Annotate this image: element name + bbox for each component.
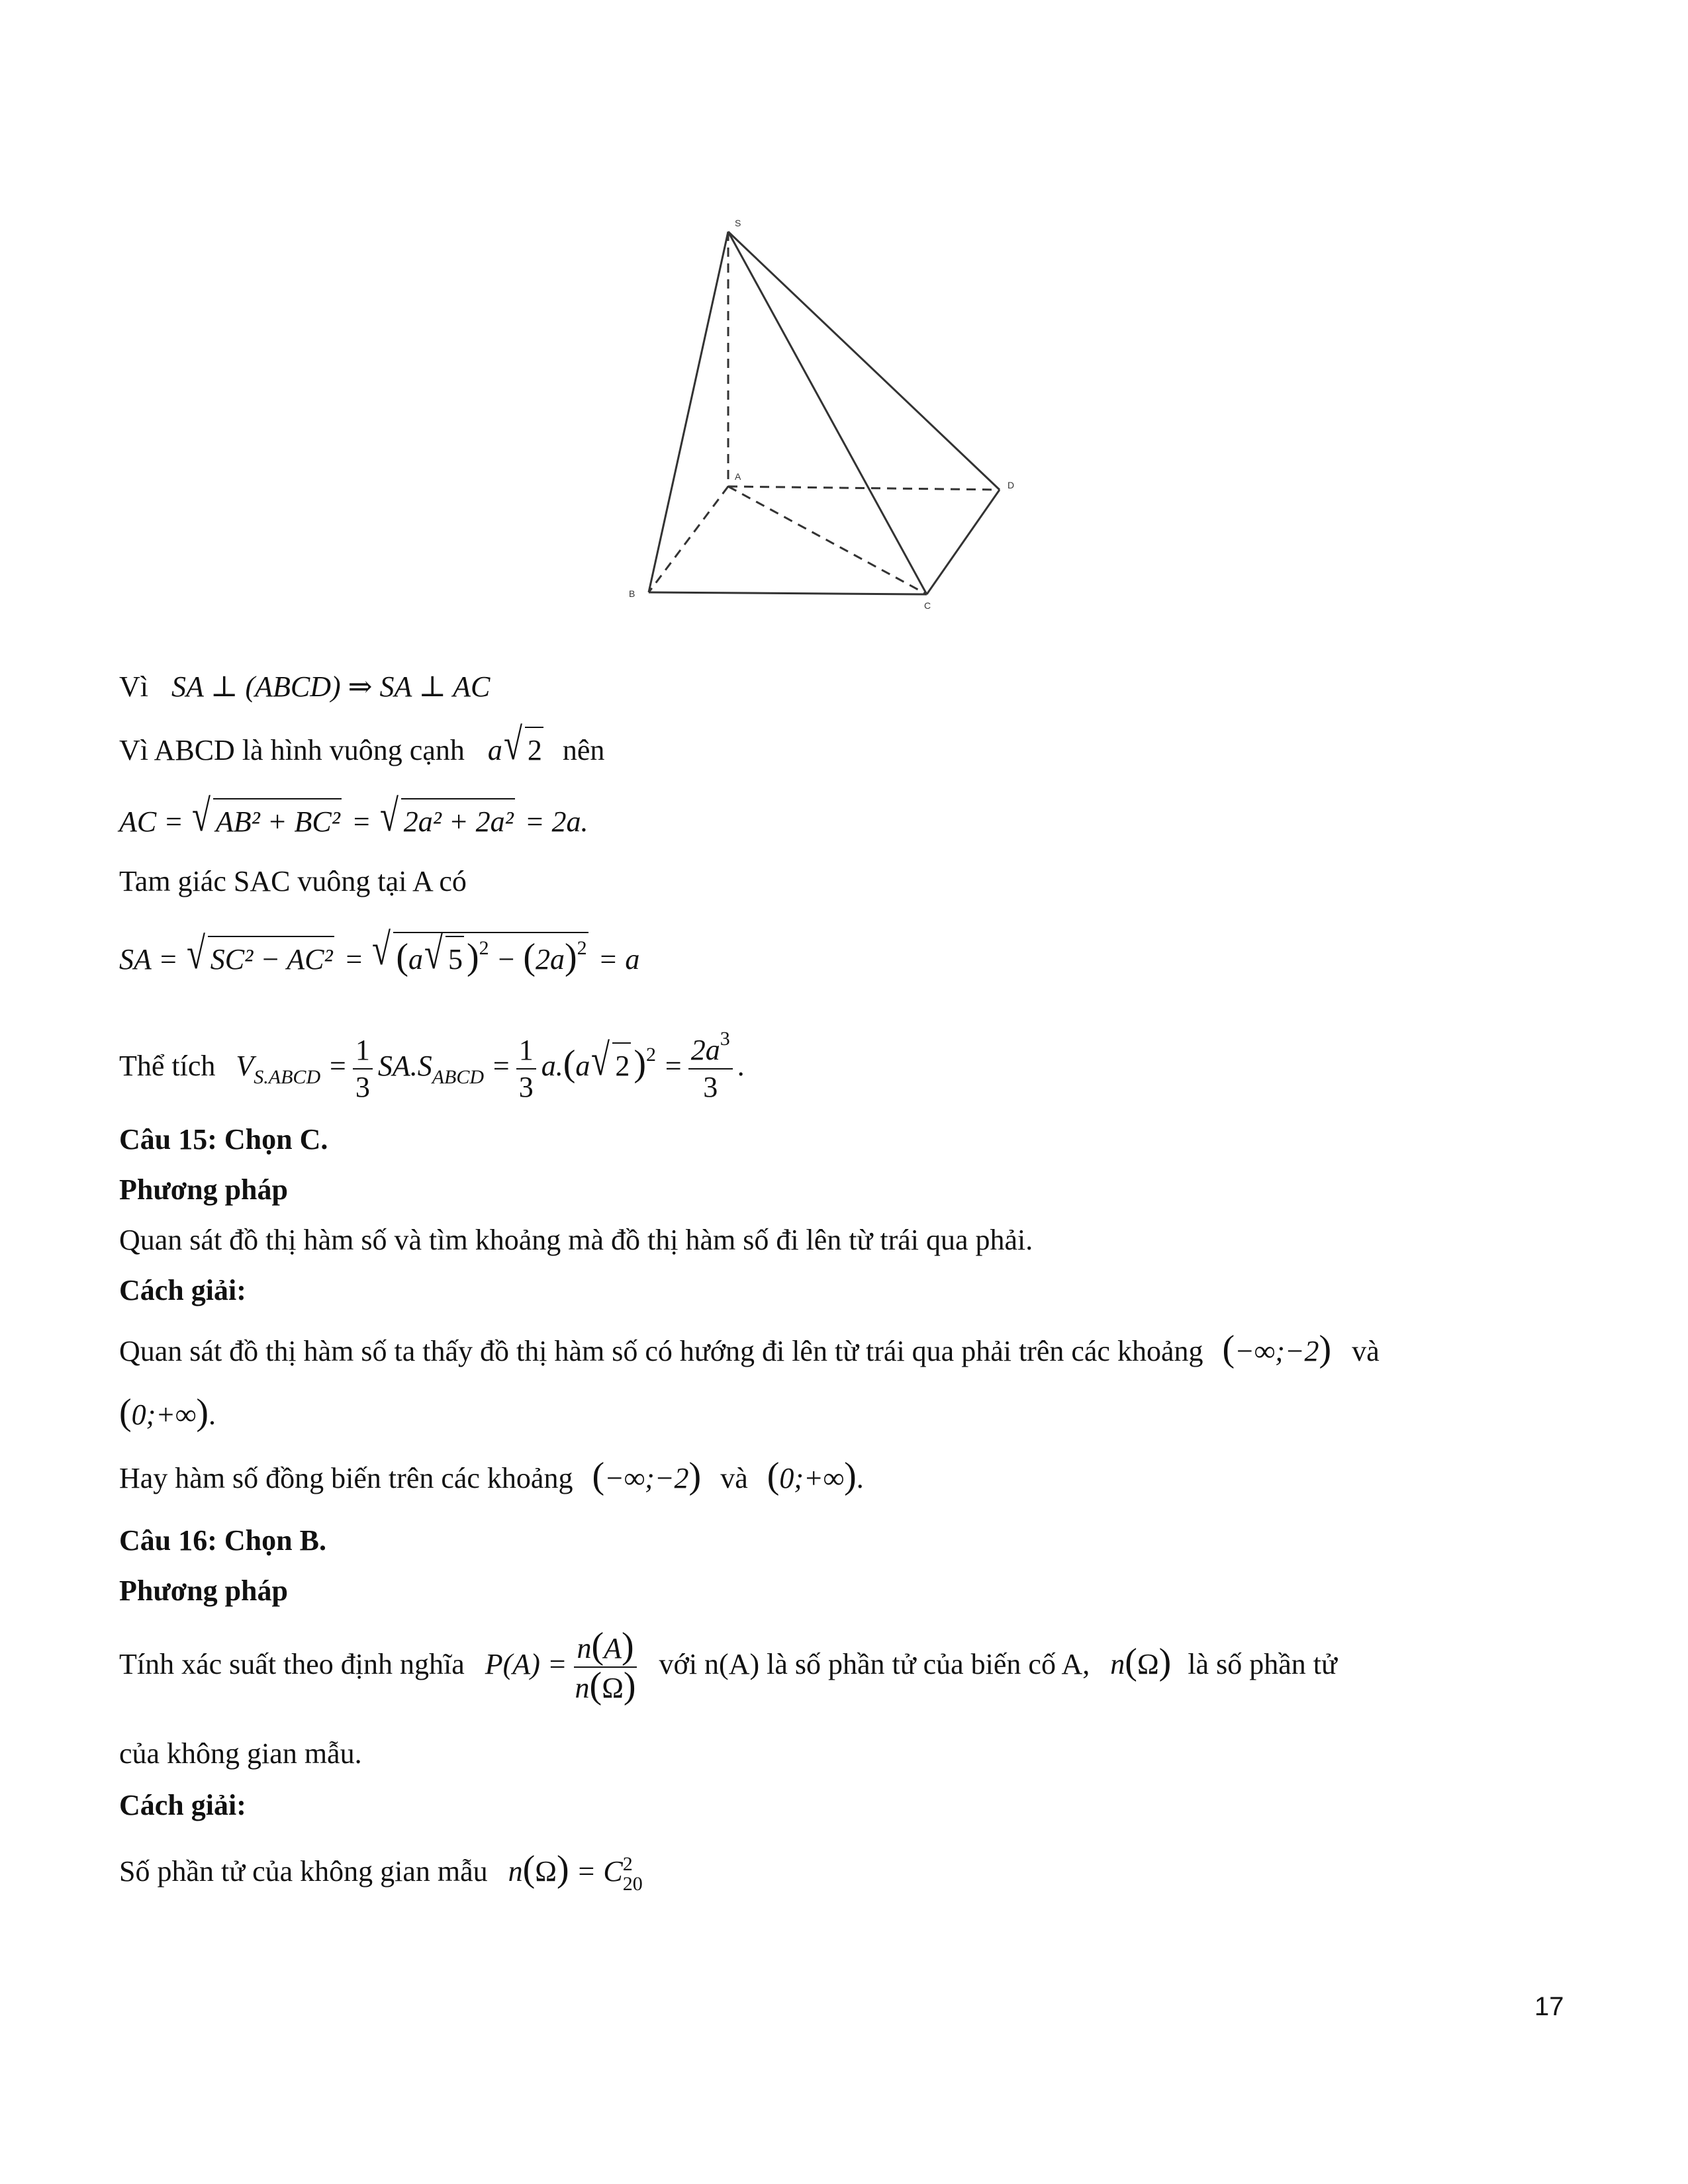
sqrt: √ 2a² + 2a² bbox=[379, 790, 514, 841]
edge-AD bbox=[728, 486, 1000, 490]
vertex-label-B: B bbox=[629, 588, 635, 599]
interval-value: −∞;−2 bbox=[604, 1462, 689, 1494]
heading-q15-method: Phương pháp bbox=[119, 1173, 288, 1206]
page-number: 17 bbox=[1534, 1992, 1564, 2021]
vertex-label-D: D bbox=[1008, 480, 1015, 490]
line-sa-perp bbox=[119, 667, 490, 707]
math-sample-space: n(Ω) = C 2 20 bbox=[508, 1848, 643, 1895]
math-n-omega: n(Ω) bbox=[1110, 1641, 1172, 1683]
interval: (0;+∞) bbox=[767, 1455, 857, 1496]
text: . bbox=[856, 1462, 864, 1494]
q15-method-text: Quan sát đồ thị hàm số và tìm khoảng mà đồ thị hàm số đi lên từ trái qua phải. bbox=[119, 1224, 1033, 1256]
heading-q16: Câu 16: Chọn B. bbox=[119, 1524, 326, 1557]
math-eq: = bbox=[351, 805, 371, 838]
heading-q15-solution: Cách giải: bbox=[119, 1274, 246, 1306]
text: với n(A) là số phần tử của biến cố A, bbox=[659, 1648, 1090, 1681]
math-rhs: = 2a. bbox=[524, 805, 588, 838]
text: Tính xác suất theo định nghĩa bbox=[119, 1648, 465, 1681]
text: Hay hàm số đồng biến trên các khoảng bbox=[119, 1462, 573, 1494]
line-ac-formula bbox=[119, 790, 588, 842]
sqrt: √ SC² − AC² bbox=[186, 928, 333, 978]
text: Vì ABCD là hình vuông cạnh bbox=[119, 734, 465, 766]
heading-q16-method: Phương pháp bbox=[119, 1574, 288, 1607]
pyramid-figure bbox=[616, 212, 1039, 622]
math-rhs: = a bbox=[598, 943, 640, 976]
text: Thể tích bbox=[119, 1050, 216, 1083]
q15-solution-text3 bbox=[119, 1456, 864, 1498]
q15-solution-text2 bbox=[119, 1392, 216, 1435]
interval-value: 0;+∞ bbox=[131, 1398, 197, 1431]
heading-q15: Câu 15: Chọn C. bbox=[119, 1123, 328, 1156]
q15-solution-text1 bbox=[119, 1329, 1380, 1371]
sqrt: √ 2 bbox=[503, 719, 542, 769]
q16-solution-text1 bbox=[119, 1849, 643, 1894]
math-lhs: AC = bbox=[119, 805, 183, 838]
interval: (−∞;−2) bbox=[1222, 1328, 1332, 1369]
sqrt: √ AB² + BC² bbox=[191, 790, 340, 841]
math-volume: $V_{S.ABCD}$ = $\frac{1}{3}$ $SA.S_{ABCD}$ = $\frac{1}{3}$ a.(a √ 2 )$^2$ = $\frac{2a^3}{3}$ . bbox=[236, 1028, 745, 1103]
interval: (0;+∞) bbox=[119, 1392, 209, 1433]
interval: (−∞;−2) bbox=[592, 1455, 702, 1496]
sqrt: √ (a √ 5 )$^2 - (2a)^2$ bbox=[372, 924, 587, 978]
heading-q16-solution: Cách giải: bbox=[119, 1789, 246, 1821]
edge-SD bbox=[728, 232, 1000, 490]
math-lhs: SA = bbox=[119, 943, 178, 976]
text: . bbox=[209, 1398, 216, 1431]
line-abcd-square bbox=[119, 719, 605, 770]
vertex-label-C: C bbox=[924, 600, 931, 611]
probability-formula: P(A) = $\frac{n(A)}{n(\Omega)}$ bbox=[485, 1625, 636, 1706]
edge-BC bbox=[649, 592, 927, 594]
vertex-label-A: A bbox=[735, 471, 741, 482]
interval-value: −∞;−2 bbox=[1235, 1335, 1319, 1367]
line-sa-formula bbox=[119, 924, 640, 979]
text: Quan sát đồ thị hàm số ta thấy đồ thị hàm số có hướng đi lên từ trái qua phải trên các khoảng bbox=[119, 1335, 1203, 1367]
text: là số phần tử bbox=[1188, 1648, 1337, 1681]
interval-value: 0;+∞ bbox=[779, 1462, 845, 1494]
vertex-label-S: S bbox=[735, 218, 741, 228]
math-a: a bbox=[487, 734, 502, 766]
q16-method-text2: của không gian mẫu. bbox=[119, 1737, 362, 1770]
line-volume bbox=[119, 1028, 745, 1105]
text: và bbox=[720, 1462, 748, 1494]
text: Vì bbox=[119, 670, 148, 703]
text: và bbox=[1352, 1335, 1380, 1367]
text: nên bbox=[562, 734, 605, 766]
math-expression: SA ⊥ (ABCD) ⇒ SA ⊥ AC bbox=[171, 670, 491, 703]
edge-CD bbox=[927, 490, 1000, 594]
q16-method-text1 bbox=[119, 1625, 1337, 1706]
text: Số phần tử của không gian mẫu bbox=[119, 1855, 488, 1888]
math-eq: = bbox=[344, 943, 364, 976]
text: Tam giác SAC vuông tại A có bbox=[119, 865, 467, 897]
line-triangle-sac bbox=[119, 862, 467, 901]
